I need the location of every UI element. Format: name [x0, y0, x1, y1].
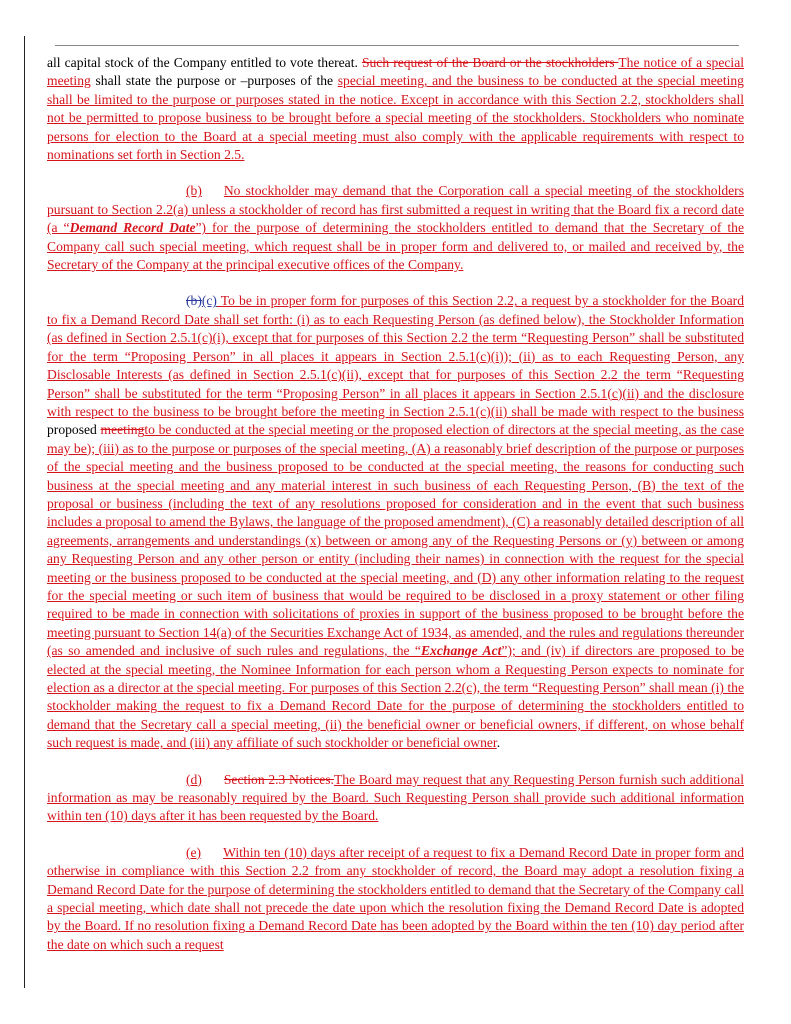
inserted-text: Within ten (10) days after receipt of a request to fix a Demand Record Date in proper form and otherwise in compliance with this Section 2.2 from any stockholder of record, the Board may adopt a resolution fixing a Demand Record Date for the purpose of determining the stockholders entitled to demand that the Secretary of the Company call a special meeting, which date shall not precede the date upon which the resolution fixing the Demand Record Date is adopted by the Board. If no resolution fixing a Demand Record Date has been adopted by the Board within the ten (10) day period after the date on which such a request: [47, 844, 744, 952]
defined-term: Exchange Act: [420, 643, 502, 659]
inserted-text: ”) for the purpose of determining the stockholders entitled to demand that the Secretary of the Company call such special meeting, which request shall be in proper form and delivered to, or mailed and received by, the Secretary of the Company at the principal executive offices of the Company.: [47, 220, 744, 273]
inserted-text: The Board may request that any Requesting Person furnish such additional information as may be reasonably required by the Board. Such Requesting Person shall provide such additional information within ten (10) days after it has been requested by the Board.: [47, 771, 744, 824]
inserted-text: ”); and (iv) if directors are proposed to be elected at the special meeting, the Nominee Information for each person whom a Requesting Person expects to nominate for election as a director at the special meeting. For purposes of this Section 2.2(c), the term “Requesting Person” shall mean (i) the stockholder making the request to fix a Demand Record Date for the purpose of determining the stockholders entitled to demand that the Secretary call a special meeting, (ii) the beneficial owner or beneficial owners, if different, on whose behalf such request is made, and (iii) any affiliate of such stockholder or beneficial owner: [47, 643, 745, 751]
paragraph-c: [47, 292, 744, 752]
text-run: shall state the purpose or –purposes of the: [90, 73, 338, 89]
inserted-text: special meeting, and the business to be conducted at the special meeting shall be limited to the purpose or purposes stated in the notice. Except in accordance with this Section 2.2, stockholders shall not be permitted to propose business to be brought before a special meeting of the stockholders. Stockholders who nominate persons for election to the Board at a special meeting must also comply with the applicable requirements with respect to nominations set forth in Section 2.5.: [47, 73, 744, 163]
inserted-text: to be conducted at the special meeting or the proposed election of directors at the special meeting, as the case may be); (iii) as to the purpose or purposes of the special meeting, (A) a reasonably brief description of the purpose or purposes of the special meeting and the business proposed to be conducted at the special meeting, the reasons for conducting such business at the special meeting and any material interest in such business of each Requesting Person, (B) the text of the proposal or business (including the text of any resolutions proposed for consideration and in the event that such business includes a proposal to amend the Bylaws, the language of the proposed amendment), (C) a reasonably detailed description of all agreements, arrangements and understandings (x) between or among any of the Requesting Persons or (y) between or among any Requesting Person and any other person or entity (including their names) in connection with the request for the special meeting or the business proposed to be conducted at the special meeting, and (D) any other information relating to the request for the special meeting or such item of business that would be required to be disclosed in a proxy statement or other filing required to be made in connection with solicitations of proxies in support of the business proposed to be brought before the meeting pursuant to Section 14(a) of the Securities Exchange Act of 1934, as amended, and the rules and regulations thereunder (as so amended and inclusive of such rules and regulations, the “: [47, 422, 745, 659]
text-run: all capital stock of the Company entitled to vote thereat.: [47, 55, 358, 70]
paragraph-d: [47, 771, 744, 826]
inserted-text: No stockholder may demand that the Corporation call a special meeting of the stockholders pursuant to Section 2.2(a) unless a stockholder of record has first submitted a request in writing that the Board fix a record date (a “: [47, 183, 744, 236]
text-run: proposed: [47, 422, 101, 438]
inserted-text: The notice of a special meeting: [47, 55, 745, 89]
paragraph-label: (d): [186, 771, 202, 787]
text-run: .: [496, 735, 501, 751]
inserted-text: To be in proper form for purposes of this Section 2.2, a request by a stockholder for the Board to fix a Demand Record Date shall set forth: (i) as to each Requesting Person (as defined below), the Stockholder Information (as defined in Section 2.5.1(c)(i), except that for purposes of this Section 2.2 the term “Requesting Person” shall be substituted for the term “Proposing Person” in all places it appears in Section 2.5.1(c)(i)); (ii) as to each Requesting Person, any Disclosable Interests (as defined in Section 2.5.1(c)(ii), except that for purposes of this Section 2.2 the term “Requesting Person” shall be substituted for the term “Proposing Person” in all places it appears in Section 2.5.1(c)(ii) and the disclosure with respect to the business to be brought before the meeting in Section 2.5.1(c)(ii) shall be made with respect to the business: [47, 293, 744, 419]
paragraph-a-continued: [47, 54, 744, 164]
change-bar: [24, 36, 25, 988]
paragraph-label: (e): [186, 844, 202, 860]
inserted-label: (c): [201, 293, 217, 309]
header-rule: [55, 45, 739, 46]
paragraph-b: [47, 182, 744, 274]
deleted-label: (b): [186, 293, 202, 309]
defined-term: Demand Record Date: [69, 220, 196, 236]
document-page: [47, 54, 744, 954]
deleted-text: meeting: [100, 422, 145, 438]
paragraph-label: (b): [186, 183, 202, 199]
deleted-heading: Section 2.3 Notices.: [223, 771, 334, 787]
paragraph-e: [47, 844, 744, 954]
deleted-text: Such request of the Board or the stockholders: [361, 55, 619, 70]
